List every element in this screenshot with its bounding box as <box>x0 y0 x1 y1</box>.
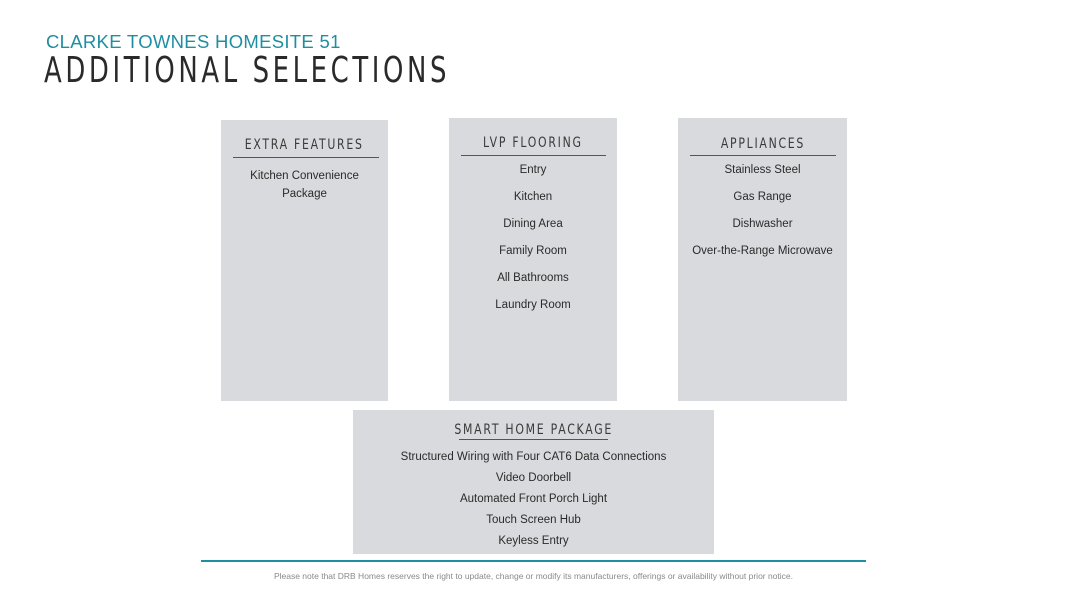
lvp-flooring-card <box>449 118 617 401</box>
extra-features-card <box>221 120 388 401</box>
lvp-flooring-item: Entry <box>519 164 547 176</box>
appliances-item: Gas Range <box>733 191 792 203</box>
appliances-heading: APPLIANCES <box>720 136 805 152</box>
appliances-card <box>678 118 847 401</box>
appliances-item: Over-the-Range Microwave <box>692 245 833 257</box>
extra-features-item: Kitchen Convenience Package <box>250 170 359 200</box>
smart-home-item: Touch Screen Hub <box>486 514 581 526</box>
appliances-item: Dishwasher <box>732 218 793 230</box>
lvp-flooring-item: Kitchen <box>513 191 553 203</box>
lvp-flooring-item: Dining Area <box>503 218 563 230</box>
smart-home-heading: SMART HOME PACKAGE <box>454 422 613 438</box>
lvp-flooring-item: All Bathrooms <box>497 272 569 284</box>
smart-home-item: Structured Wiring with Four CAT6 Data Connections <box>400 451 667 463</box>
lvp-flooring-heading-rule <box>461 155 606 156</box>
smart-home-item: Video Doorbell <box>495 472 572 484</box>
appliances-heading-rule <box>690 155 836 156</box>
smart-home-item: Keyless Entry <box>498 535 569 547</box>
extra-features-heading: EXTRA FEATURES <box>245 137 364 153</box>
smart-home-heading-rule <box>459 439 608 440</box>
smart-home-card <box>353 410 714 554</box>
page-title: ADDITIONAL SELECTIONS <box>44 50 451 91</box>
lvp-flooring-heading: LVP FLOORING <box>483 135 583 151</box>
footer-disclaimer: Please note that DRB Homes reserves the right to update, change or modify its manufacturers, offerings or availability without prior notice. <box>273 571 794 581</box>
homesite-subtitle: CLARKE TOWNES HOMESITE 51 <box>46 31 341 52</box>
lvp-flooring-item: Family Room <box>499 245 567 257</box>
appliances-item: Stainless Steel <box>724 164 801 176</box>
footer-divider <box>201 560 866 562</box>
smart-home-item: Automated Front Porch Light <box>459 493 608 505</box>
lvp-flooring-item: Laundry Room <box>495 299 571 311</box>
extra-features-heading-rule <box>233 157 379 158</box>
